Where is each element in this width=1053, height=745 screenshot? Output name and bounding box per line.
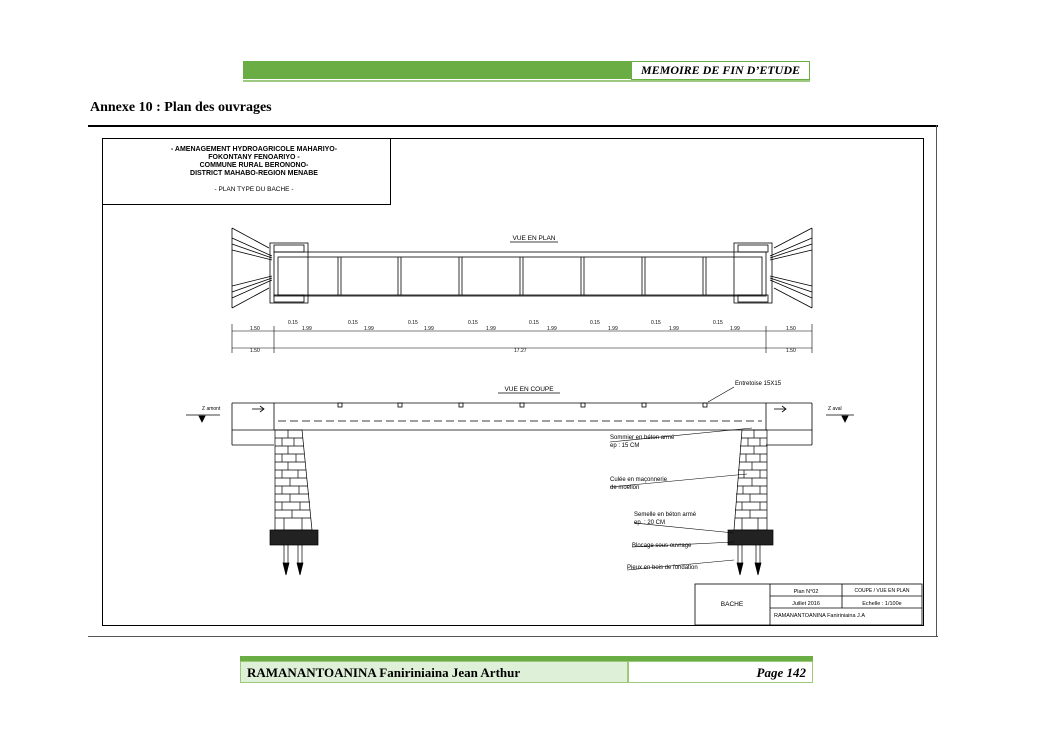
footer-author: RAMANANTOANINA Faniriniaina Jean Arthur xyxy=(240,661,628,683)
title-line3: COMMUNE RURAL BERONONO- xyxy=(199,162,309,169)
label-blocage: Blocage sous ouvrage xyxy=(632,543,692,549)
header-title: MEMOIRE DE FIN D’ETUDE xyxy=(631,61,810,80)
dim-total-right: 1.50 xyxy=(786,348,796,354)
cartouche-view: COUPE / VUE EN PLAN xyxy=(854,588,910,594)
cartouche-plan-no: Plan N°02 xyxy=(793,589,819,595)
plan-view-label: VUE EN PLAN xyxy=(512,235,556,242)
cartouche-author: RAMANANTOANINA Faniriniaina J.A xyxy=(774,613,865,619)
dim-span: 1.99 xyxy=(547,326,557,332)
cartouche-scale: Echelle : 1/100e xyxy=(862,601,902,607)
title-line2: FOKONTANY FENOARIYO - xyxy=(208,154,300,161)
label-culee: Culée en maçonnerie xyxy=(610,477,668,483)
dim-small: 0.15 xyxy=(651,320,661,326)
dim-span: 1.99 xyxy=(364,326,374,332)
dim-small: 0.15 xyxy=(590,320,600,326)
dim-span: 1.99 xyxy=(424,326,434,332)
label-pieux: Pieux en bois de fondation xyxy=(627,565,698,571)
header-underline xyxy=(243,80,810,82)
top-rule xyxy=(88,125,938,127)
dim-small: 0.15 xyxy=(348,320,358,326)
title-line4: DISTRICT MAHABO-REGION MENABE xyxy=(190,170,318,177)
label-semelle: Semelle en béton armé xyxy=(634,512,697,518)
bottom-rule xyxy=(88,636,938,637)
header-green-band xyxy=(243,61,631,79)
title-line5: - PLAN TYPE DU BACHE - xyxy=(214,186,294,193)
annex-title: Annexe 10 : Plan des ouvrages xyxy=(90,100,272,115)
label-sommier: Sommier en béton armé xyxy=(610,435,675,441)
label-sommier-ep: ep : 15 CM xyxy=(610,443,640,449)
dim-small: 0.15 xyxy=(529,320,539,326)
frame-right xyxy=(936,125,937,637)
cartouche-name: BACHE xyxy=(720,601,744,608)
dim-small: 0.15 xyxy=(288,320,298,326)
dim-total-left: 1.50 xyxy=(250,348,260,354)
label-semelle-ep: ep. : 20 CM xyxy=(634,520,666,526)
dim-span: 1.99 xyxy=(608,326,618,332)
footer-page-number: Page 142 xyxy=(628,661,813,683)
section-view-label: VUE EN COUPE xyxy=(504,386,554,393)
dim-span: 1.99 xyxy=(302,326,312,332)
label-entretoise: Entretoise 15X15 xyxy=(735,381,782,387)
dim-total-mid: 17.27 xyxy=(514,348,527,354)
dim-span: 1.99 xyxy=(730,326,740,332)
dim-span: 1.99 xyxy=(669,326,679,332)
cartouche-date: Juillet 2016 xyxy=(792,601,820,607)
footer xyxy=(240,656,813,684)
dim-span: 1.50 xyxy=(250,326,260,332)
dim-span: 1.99 xyxy=(486,326,496,332)
dim-span: 1.50 xyxy=(786,326,796,332)
header-bar xyxy=(243,61,810,81)
drawing-frame xyxy=(103,139,924,626)
dim-small: 0.15 xyxy=(408,320,418,326)
bache-drawing xyxy=(102,138,924,626)
label-culee-moellon: de moellon xyxy=(610,485,640,491)
title-line1: - AMENAGEMENT HYDROAGRICOLE MAHARIYO- xyxy=(170,146,338,153)
level-downstream: Z aval xyxy=(828,406,842,412)
dim-small: 0.15 xyxy=(713,320,723,326)
level-upstream: Z amont xyxy=(202,406,221,412)
dim-small: 0.15 xyxy=(468,320,478,326)
